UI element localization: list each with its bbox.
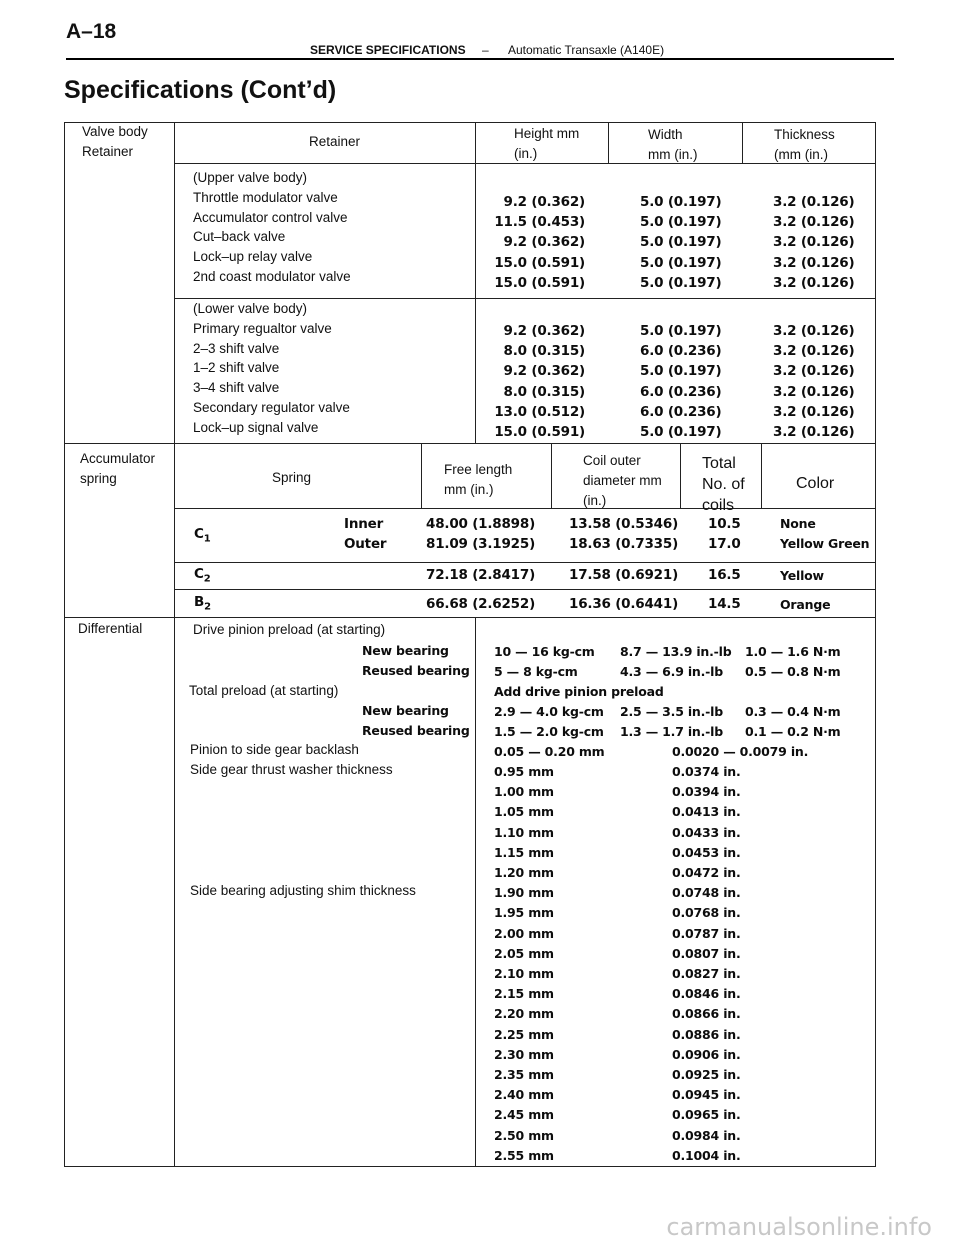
list-item: 0.0846 in. — [672, 986, 741, 1002]
list-item: 2.35 mm — [494, 1067, 554, 1083]
list-item: 1.10 mm — [494, 824, 554, 840]
list-item: Primary regualtor valve — [193, 320, 332, 336]
page-title: Specifications (Cont’d) — [64, 76, 337, 104]
washer-thickness-label: Side gear thrust washer thickness — [190, 762, 393, 777]
coil-diameter-header: Coil outer diameter mm (in.) — [583, 453, 662, 508]
list-item: 2.25 mm — [494, 1026, 554, 1042]
thickness-header: Thickness (mm (in.) — [774, 127, 835, 162]
height-header: Height mm (in.) — [514, 126, 580, 161]
lower-valve-names — [193, 299, 350, 438]
upper-heights: 9.2 (0.362) 11.5 (0.453) 9.2 (0.362) 15.0 (0.591) 15.0 (0.591) — [494, 194, 585, 291]
width-header: Width mm (in.) — [648, 127, 698, 162]
list-item: Lock–up signal valve — [193, 419, 319, 435]
spring-c1-coil-dia: 13.58 (0.5346) 18.63 (0.7335) — [569, 516, 679, 553]
spring-c2-free-length: 72.18 (2.8417) — [426, 567, 536, 583]
add-drive-pinion-preload: Add drive pinion preload — [494, 684, 664, 699]
list-item: 0.0453 in. — [672, 844, 741, 860]
drive-pinion-new-inlb: 8.7 — 13.9 in.-lb — [620, 644, 732, 659]
list-item: 0.0827 in. — [672, 966, 741, 982]
list-item: 0.0413 in. — [672, 804, 741, 820]
watermark: carmanualsonline.info — [666, 1213, 932, 1241]
list-item: 2.40 mm — [494, 1087, 554, 1103]
list-item: 3–4 shift valve — [193, 380, 280, 396]
list-item: 2.00 mm — [494, 925, 554, 941]
shim-thickness-label: Side bearing adjusting shim thickness — [190, 883, 416, 898]
lower-widths: 5.0 (0.197) 6.0 (0.236) 5.0 (0.197) 6.0 (0.236) 6.0 (0.236) 5.0 (0.197) — [640, 323, 722, 441]
list-item: 0.0748 in. — [672, 885, 741, 901]
drive-pinion-reused-inlb: 4.3 — 6.9 in.-lb — [620, 664, 723, 679]
list-item: Lock–up relay valve — [193, 249, 313, 265]
list-item: 0.0886 in. — [672, 1026, 741, 1042]
upper-thicknesses: 3.2 (0.126) 3.2 (0.126) 3.2 (0.126) 3.2 (0.126) 3.2 (0.126) — [773, 194, 855, 291]
drive-pinion-bearing-labels: New bearing Reused bearing — [362, 643, 470, 679]
list-item: 2.15 mm — [494, 986, 554, 1002]
list-item: 0.0925 in. — [672, 1067, 741, 1083]
spring-header: Spring — [272, 470, 312, 485]
thickness-in-list — [672, 762, 741, 1166]
backlash-label: Pinion to side gear backlash — [190, 742, 359, 757]
spring-c2-label: $C_2$ — [194, 566, 211, 585]
list-item: 0.0394 in. — [672, 784, 741, 800]
valve-body-label: Valve body Retainer — [82, 124, 148, 159]
spring-c2-coils: 16.5 — [708, 567, 741, 583]
list-item: (Lower valve body) — [193, 301, 308, 316]
total-new-nm: 0.3 — 0.4 N·m — [745, 704, 841, 719]
header-dash: – — [482, 43, 489, 57]
list-item: 0.0866 in. — [672, 1006, 741, 1022]
upper-valve-names — [193, 168, 351, 287]
total-preload-label: Total preload (at starting) — [189, 683, 339, 698]
list-item: 2.20 mm — [494, 1006, 554, 1022]
list-item: Accumulator control valve — [193, 209, 348, 225]
list-item: 2.30 mm — [494, 1046, 554, 1062]
list-item: 0.95 mm — [494, 764, 554, 779]
header-rule — [66, 58, 894, 60]
list-item: 0.0807 in. — [672, 945, 741, 961]
list-item: 2.50 mm — [494, 1127, 554, 1143]
drive-pinion-reused-kgcm: 5 — 8 kg-cm — [494, 664, 578, 679]
list-item: 2.55 mm — [494, 1147, 554, 1163]
thickness-mm-list — [494, 762, 554, 1166]
spring-b2-coil-dia: 16.36 (0.6441) — [569, 596, 679, 612]
subsection-title: Automatic Transaxle (A140E) — [508, 43, 665, 57]
section-title: SERVICE SPECIFICATIONS — [310, 43, 466, 57]
list-item: 0.0472 in. — [672, 865, 741, 881]
backlash-mm: 0.05 — 0.20 mm — [494, 744, 605, 759]
list-item: 1–2 shift valve — [193, 360, 280, 376]
color-header: Color — [796, 475, 835, 492]
list-item: (Upper valve body) — [193, 170, 308, 185]
list-item: Throttle modulator valve — [193, 189, 338, 205]
list-item: Secondary regulator valve — [193, 399, 350, 415]
drive-pinion-reused-nm: 0.5 — 0.8 N·m — [745, 664, 841, 679]
list-item: Cut–back valve — [193, 229, 286, 245]
list-item: 1.00 mm — [494, 784, 554, 800]
drive-pinion-preload-label: Drive pinion preload (at starting) — [193, 622, 386, 637]
total-new-kgcm: 2.9 — 4.0 kg-cm — [494, 704, 604, 719]
list-item: 0.0965 in. — [672, 1107, 741, 1123]
list-item: 1.90 mm — [494, 885, 554, 901]
spring-b2-coils: 14.5 — [708, 596, 741, 612]
differential-label: Differential — [78, 621, 143, 636]
spring-b2-color: Orange — [780, 597, 831, 612]
list-item: 0.0945 in. — [672, 1087, 741, 1103]
list-item: 0.0768 in. — [672, 905, 741, 921]
backlash-in: 0.0020 — 0.0079 in. — [672, 744, 809, 759]
total-reused-nm: 0.1 — 0.2 N·m — [745, 724, 841, 739]
list-item: 0.0374 in. — [672, 764, 741, 779]
drive-pinion-new-nm: 1.0 — 1.6 N·m — [745, 644, 841, 659]
spring-c1-label: $C_1$ — [194, 526, 211, 545]
list-item: 2nd coast modulator valve — [193, 268, 351, 284]
spring-c1-coils: 10.5 17.0 — [708, 516, 741, 553]
upper-widths: 5.0 (0.197) 5.0 (0.197) 5.0 (0.197) 5.0 (0.197) 5.0 (0.197) — [640, 194, 722, 291]
total-new-inlb: 2.5 — 3.5 in.-lb — [620, 704, 723, 719]
spring-c1-color: None Yellow Green — [780, 516, 870, 552]
list-item: 0.0984 in. — [672, 1127, 741, 1143]
spring-b2-free-length: 66.68 (2.6252) — [426, 596, 536, 612]
total-preload-bearing-labels: New bearing Reused bearing — [362, 703, 470, 739]
spring-c1-kinds: Inner Outer — [344, 516, 387, 553]
list-item: 1.20 mm — [494, 865, 554, 881]
spring-c2-coil-dia: 17.58 (0.6921) — [569, 567, 679, 583]
total-coils-header: Total No. of coils — [702, 455, 745, 514]
list-item: 1.05 mm — [494, 804, 554, 820]
list-item: 2.05 mm — [494, 945, 554, 961]
list-item: 0.0906 in. — [672, 1046, 741, 1062]
spring-b2-label: $B_2$ — [194, 594, 211, 613]
retainer-header: Retainer — [309, 134, 361, 149]
total-reused-kgcm: 1.5 — 2.0 kg-cm — [494, 724, 604, 739]
total-reused-inlb: 1.3 — 1.7 in.-lb — [620, 724, 723, 739]
list-item: 0.1004 in. — [672, 1147, 741, 1163]
list-item: 2.10 mm — [494, 966, 554, 982]
spring-c1-free-length: 48.00 (1.8898) 81.09 (3.1925) — [426, 516, 536, 553]
list-item: 1.95 mm — [494, 905, 554, 921]
drive-pinion-new-kgcm: 10 — 16 kg-cm — [494, 644, 595, 659]
list-item: 2.45 mm — [494, 1107, 554, 1123]
lower-thicknesses: 3.2 (0.126) 3.2 (0.126) 3.2 (0.126) 3.2 (0.126) 3.2 (0.126) 3.2 (0.126) — [773, 323, 855, 441]
lower-heights: 9.2 (0.362) 8.0 (0.315) 9.2 (0.362) 8.0 (0.315) 13.0 (0.512) 15.0 (0.591) — [494, 323, 585, 441]
accumulator-label: Accumulator spring — [80, 451, 156, 486]
spring-c2-color: Yellow — [780, 568, 824, 583]
list-item: 1.15 mm — [494, 844, 554, 860]
list-item: 0.0433 in. — [672, 824, 741, 840]
page-number: A–18 — [66, 20, 117, 43]
list-item: 2–3 shift valve — [193, 340, 280, 356]
list-item: 0.0787 in. — [672, 925, 741, 941]
free-length-header: Free length mm (in.) — [444, 462, 513, 497]
